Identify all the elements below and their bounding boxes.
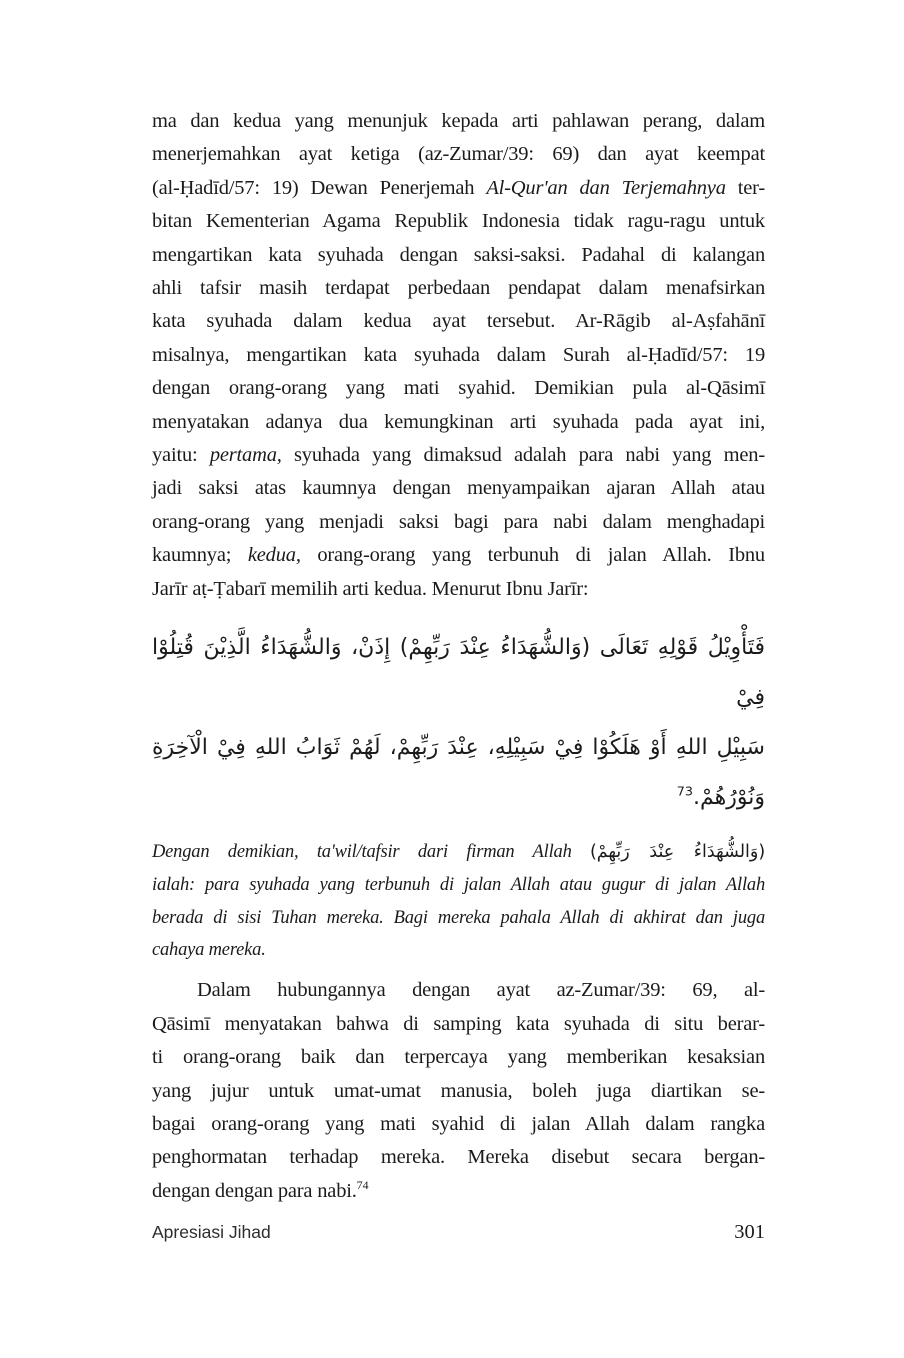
text-line: penghormatan terhadap mereka. Mereka disebut secara bergan- xyxy=(152,1146,765,1169)
text-line: menerjemahkan ayat ketiga (az-Zumar/39: 69) dan ayat keempat xyxy=(152,143,765,166)
text-line: ma dan kedua yang menunjuk kepada arti pahlawan perang, dalam xyxy=(152,110,765,132)
text-line: bagai orang-orang yang mati syahid di jalan Allah dalam rangka xyxy=(152,1112,765,1135)
text-line: dengan dengan para nabi.$^{74}$ xyxy=(152,1177,369,1202)
text-line: jadi saksi atas kaumnya dengan menyampaikan ajaran Allah atau xyxy=(152,477,765,500)
text-line: kaumnya; kedua, orang-orang yang terbunuh di jalan Allah. Ibnu xyxy=(152,544,765,567)
text-line: mengartikan kata syuhada dengan saksi-saksi. Padahal di kalangan xyxy=(152,243,765,266)
text-line: فَتَأْوِيْلُ قَوْلِهِ تَعَالَى (وَالشُّهَدَاءُ عِنْدَ رَبِّهِمْ) إِذَنْ، وَالشُّهَدَاءُ الَّذِيْنَ قُتِلُوْا فِيْ xyxy=(152,635,765,711)
running-title: Apresiasi Jihad xyxy=(152,1222,271,1242)
text-line: dengan orang-orang yang mati syahid. Demikian pula al-Qāsimī xyxy=(152,377,765,400)
translation-paragraph xyxy=(152,836,765,967)
text-line: سَبِيْلِ اللهِ أَوْ هَلَكُوْا فِيْ سَبِيْلِهِ، عِنْدَ رَبِّهِمْ، لَهُمْ ثَوَابُ اللهِ فِيْ الْآخِرَةِ xyxy=(152,735,765,761)
page-number: 301 xyxy=(734,1221,765,1243)
text-line: yang jujur untuk umat-umat manusia, boleh juga diartikan se- xyxy=(152,1079,765,1102)
arabic-quote-block xyxy=(152,623,765,823)
text-line: Dalam hubungannya dengan ayat az-Zumar/39: 69, al- xyxy=(197,979,765,1002)
text-line: ialah: para syuhada yang terbunuh di jalan Allah atau gugur di jalan Allah xyxy=(152,874,765,895)
text-line: Dengan demikian, ta'wil/tafsir dari firman Allah (وَالشُّهَدَاءُ عِنْدَ رَبِّهِمْ) xyxy=(152,842,765,863)
page-footer xyxy=(152,1221,765,1244)
text-line: Qāsimī menyatakan bahwa di samping kata syuhada di situ berar- xyxy=(152,1012,765,1035)
text-line: ti orang-orang baik dan terpercaya yang memberikan kesaksian xyxy=(152,1046,765,1069)
text-line: kata syuhada dalam kedua ayat tersebut. Ar-Rāgib al-Aṣfahānī xyxy=(152,310,765,333)
page-body xyxy=(152,105,765,1208)
text-line: ahli tafsir masih terdapat perbedaan pendapat dalam menafsirkan xyxy=(152,277,765,300)
body-paragraph-2 xyxy=(152,974,765,1208)
text-line: (al-Ḥadīd/57: 19) Dewan Penerjemah Al-Qur'an dan Terjemahnya ter- xyxy=(152,176,765,199)
text-line: bitan Kementerian Agama Republik Indonesia tidak ragu-ragu untuk xyxy=(152,210,765,233)
text-line: orang-orang yang menjadi saksi bagi para nabi dalam menghadapi xyxy=(152,510,765,533)
text-line: cahaya mereka. xyxy=(152,940,266,961)
text-line: menyatakan adanya dua kemungkinan arti syuhada pada ayat ini, xyxy=(152,410,765,433)
text-line: Jarīr aṭ-Ṭabarī memilih arti kedua. Menurut Ibnu Jarīr: xyxy=(152,577,589,600)
body-paragraph-1 xyxy=(152,105,765,606)
text-line: وَنُوْرُهُمْ.$^{73}$ xyxy=(676,784,765,811)
text-line: berada di sisi Tuhan mereka. Bagi mereka pahala Allah di akhirat dan juga xyxy=(152,907,765,928)
text-line: misalnya, mengartikan kata syuhada dalam Surah al-Ḥadīd/57: 19 xyxy=(152,343,765,366)
text-line: yaitu: pertama, syuhada yang dimaksud adalah para nabi yang men- xyxy=(152,444,765,467)
